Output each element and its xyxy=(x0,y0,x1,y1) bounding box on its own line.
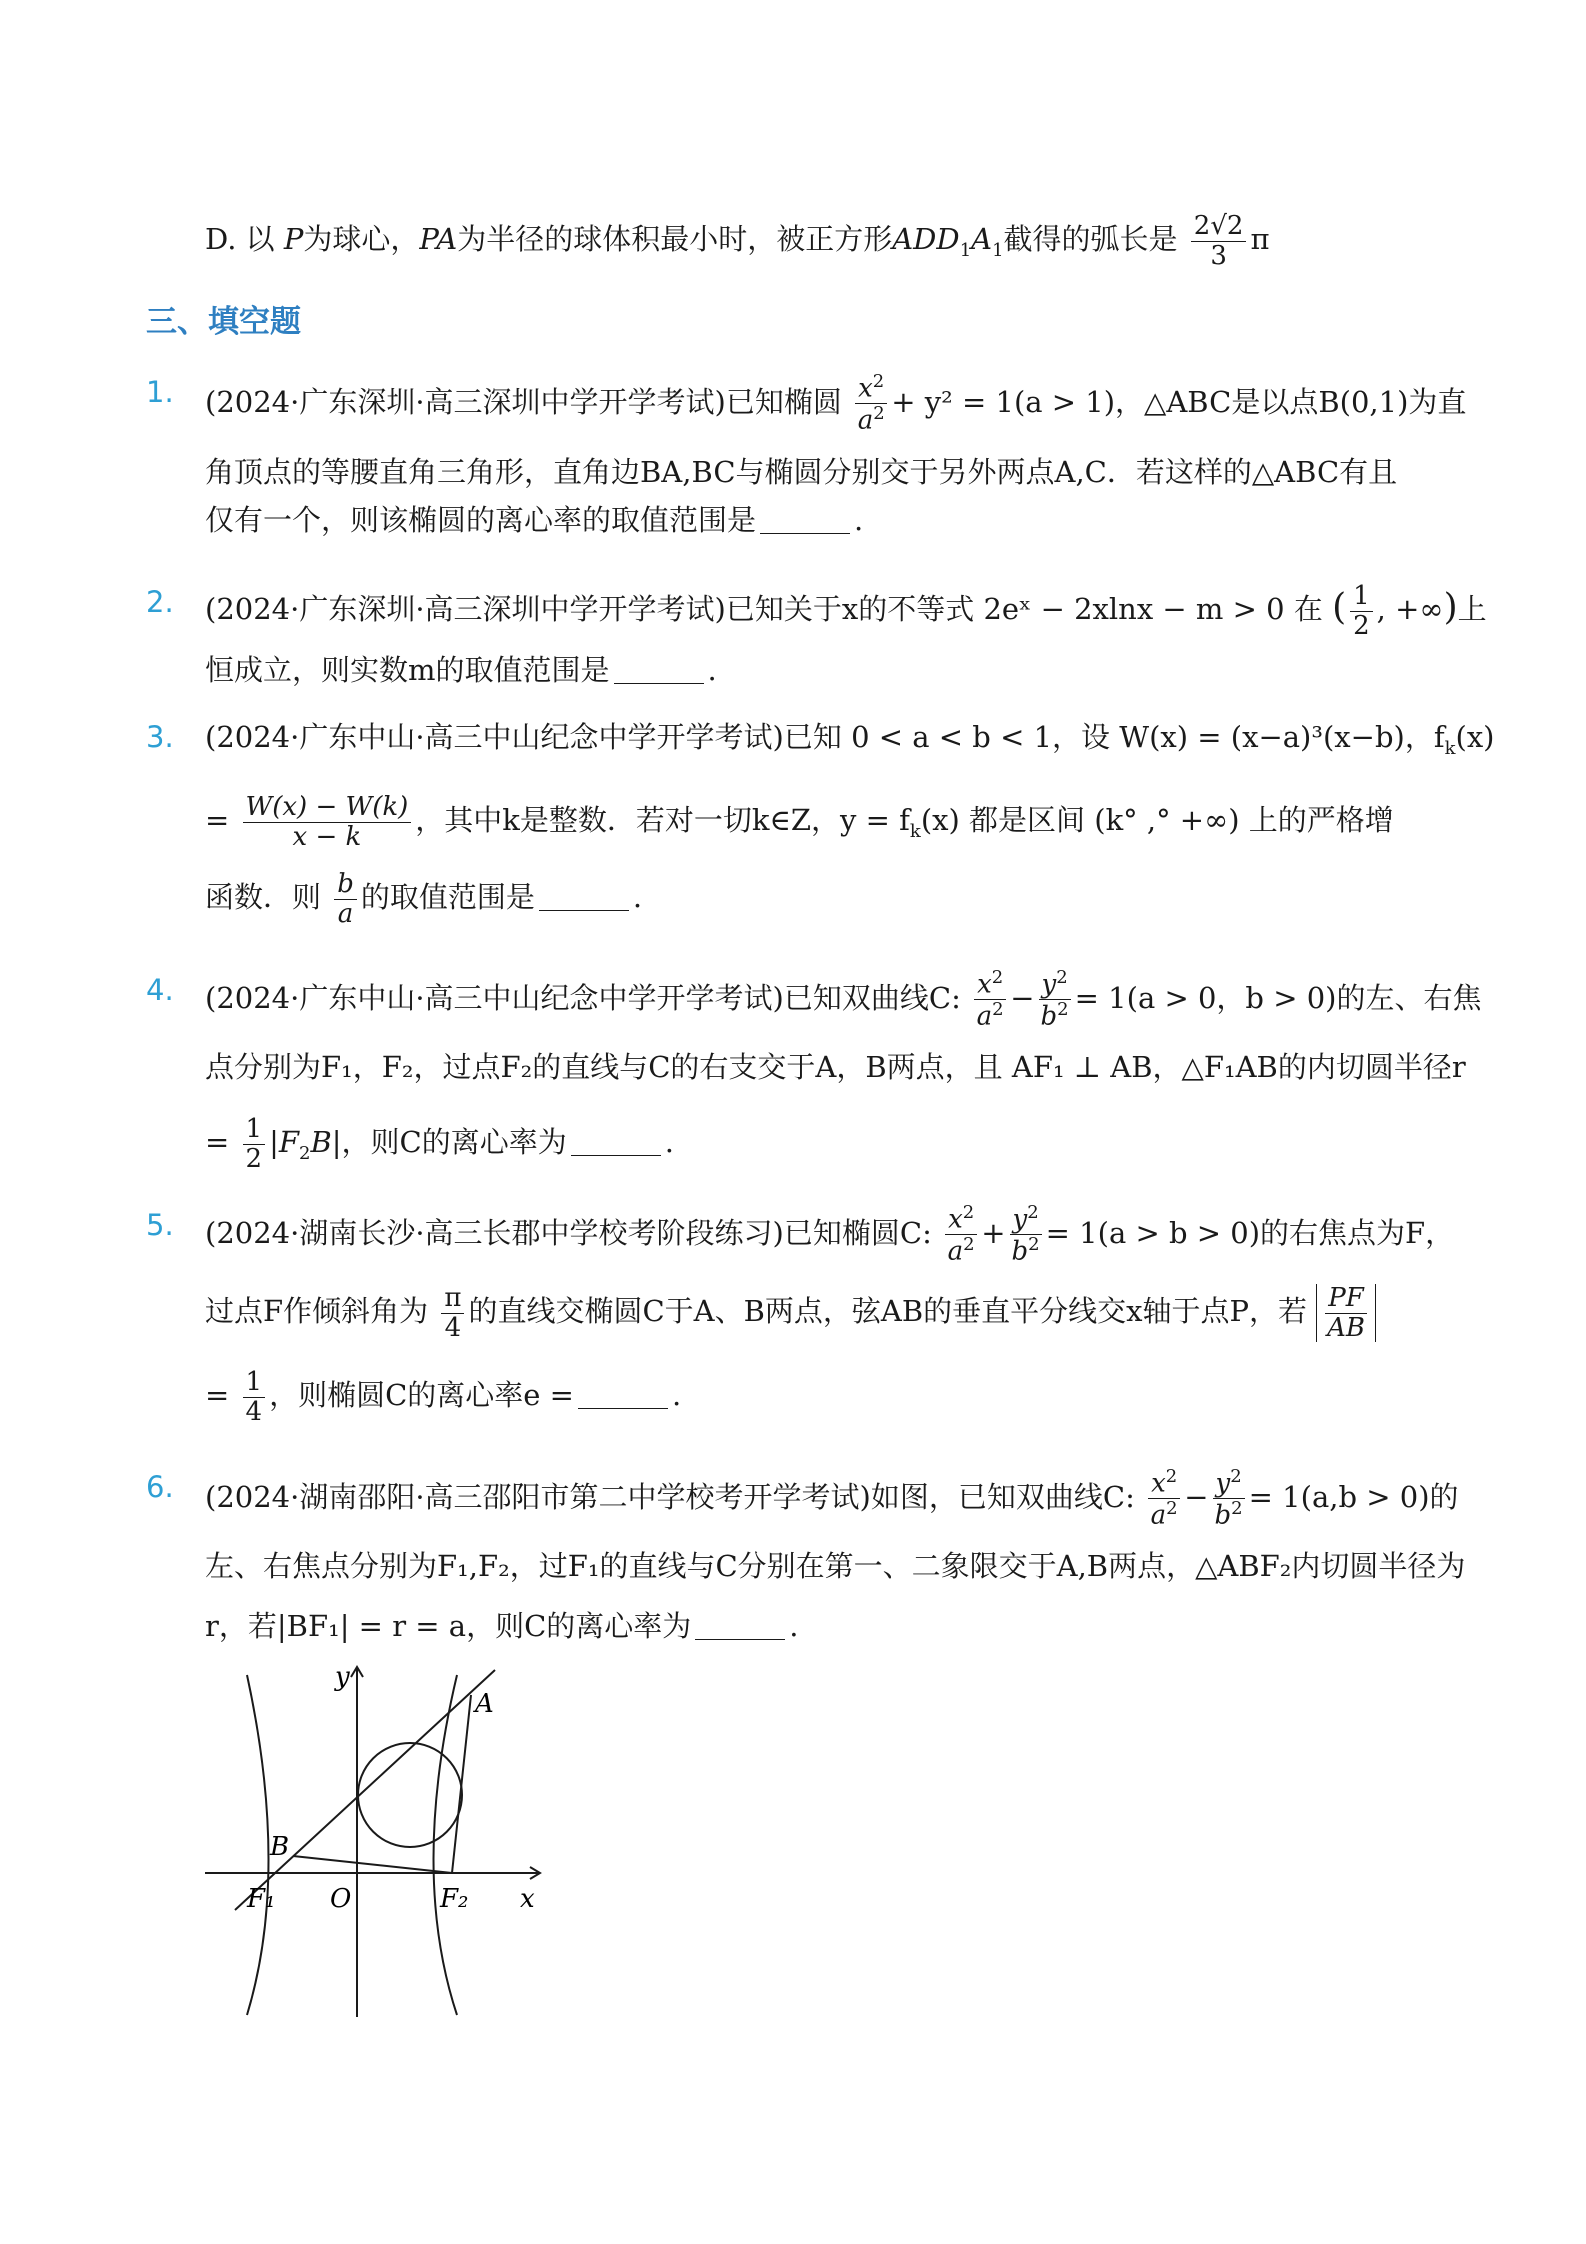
fraction: $\frac{1}{4}$ xyxy=(243,1368,266,1426)
fraction: $\frac{1}{2}$ xyxy=(1350,582,1373,640)
source: (2024·广东深圳·高三深圳中学开学考试) xyxy=(205,592,726,627)
text: 为半径的球体积最小时，被正方形 xyxy=(457,222,893,257)
text: = 1(a > 0，b > 0)的左、右焦 xyxy=(1074,980,1482,1015)
text: + y² = 1(a > 1)，△ABC是以点B(0,1)为直 xyxy=(891,384,1467,419)
y-label: y xyxy=(335,1662,350,1692)
answer-blank[interactable] xyxy=(539,910,629,911)
fraction: $\frac{x^2}{a^2}$ xyxy=(945,1203,977,1267)
q4-line3: = $\frac{1}{2}$ $|F_2B|$，则C的离心率为 . xyxy=(205,1114,674,1174)
x-label: x xyxy=(520,1884,535,1914)
q6-line1: (2024·湖南邵阳·高三邵阳市第二中学校考开学考试)如图，已知双曲线C: $\frac{x^2}{a^2}$ − $\frac{y^2}{b^2}$ = 1(a,b > 0)的 xyxy=(205,1466,1459,1531)
text: 截得的弧长是 xyxy=(1003,222,1178,257)
answer-blank[interactable] xyxy=(695,1639,785,1640)
answer-blank[interactable] xyxy=(760,533,850,534)
q5-line1: (2024·湖南长沙·高三长郡中学校考阶段练习)已知椭圆C: $\frac{x^2}{a^2}$ + $\frac{y^2}{b^2}$ = 1(a > b > 0)的右焦点为F， xyxy=(205,1202,1455,1267)
q5-line3: = $\frac{1}{4}$ ，则椭圆C的离心率e = . xyxy=(205,1367,682,1427)
q6-line2: 左、右焦点分别为F₁,F₂，过F₁的直线与C分别在第一、二象限交于A,B两点，△ABF₂内切圆半径为 xyxy=(205,1549,1466,1583)
q1-line3: 仅有一个，则该椭圆的离心率的取值范围是 . xyxy=(205,503,864,537)
denominator: 3 xyxy=(1210,240,1227,271)
q6-line3: r，若|BF₁| = r = a，则C的离心率为 . xyxy=(205,1609,799,1643)
text: = 1(a > b > 0)的右焦点为F， xyxy=(1045,1215,1455,1250)
fraction: $\frac{y^2}{b^2}$ xyxy=(1039,968,1071,1032)
f1-label: F₁ xyxy=(247,1884,276,1914)
answer-blank[interactable] xyxy=(571,1155,661,1156)
option-label: D. xyxy=(205,222,237,257)
q3-line1: (2024·广东中山·高三中山纪念中学开学考试)已知 0 < a < b < 1，设 W(x) = (x−a)³(x−b)，$f_k(x)$ xyxy=(205,720,1495,759)
q3-line2: = $\frac{W(x) - W(k)}{x - k}$ ，其中k是整数．若对一切k∈Z，$y = f_k(x)$ 都是区间 (k° ,° +∞) 上的严格增 xyxy=(205,792,1394,852)
segment-b-f2 xyxy=(293,1856,452,1873)
origin-label: O xyxy=(330,1884,352,1914)
text: 的取值范围是 xyxy=(360,880,535,915)
pi-symbol: π xyxy=(1250,222,1270,257)
source: (2024·广东中山·高三中山纪念中学开学考试) xyxy=(205,720,784,754)
text: 以 xyxy=(245,222,275,257)
source: (2024·湖南邵阳·高三邵阳市第二中学校考开学考试) xyxy=(205,1479,871,1514)
q2-line2: 恒成立，则实数m的取值范围是 . xyxy=(205,653,717,687)
point-a-label: A xyxy=(475,1689,494,1719)
hyperbola-figure xyxy=(195,1655,575,2025)
incircle xyxy=(358,1743,462,1847)
source: (2024·湖南长沙·高三长郡中学校考阶段练习) xyxy=(205,1215,784,1250)
text: = 1(a,b > 0)的 xyxy=(1248,1479,1459,1514)
fraction: $\frac{W(x) - W(k)}{x - k}$ xyxy=(243,793,412,851)
fraction: $\frac{PF}{AB}$ xyxy=(1327,1283,1365,1343)
fraction: $\frac{x^2}{a^2}$ xyxy=(1148,1467,1180,1531)
text: 上 xyxy=(1457,592,1487,627)
fraction: $\frac{1}{2}$ xyxy=(243,1115,266,1173)
point-b-label: B xyxy=(270,1832,290,1862)
question-number: 1. xyxy=(146,375,174,409)
absolute-value xyxy=(1316,1284,1376,1342)
question-number: 3. xyxy=(146,720,174,754)
text: 已知双曲线C: xyxy=(783,980,961,1015)
q4-line2: 点分别为F₁，F₂，过点F₂的直线与C的右支交于A，B两点，且 AF₁ ⊥ AB，△F₁AB的内切圆半径r xyxy=(205,1050,1466,1084)
text: 已知关于x的不等式 2eˣ − 2xlnx − m > 0 在 xyxy=(725,592,1323,627)
text: ，则C的离心率为 xyxy=(341,1125,567,1160)
numerator: 2√2 xyxy=(1191,212,1247,242)
text: r，若|BF₁| = r = a，则C的离心率为 xyxy=(205,1609,692,1643)
text: 为球心， xyxy=(303,222,420,257)
text: 已知椭圆C: xyxy=(783,1215,932,1250)
q5-line2 xyxy=(205,1284,1376,1342)
q2-line1: (2024·广东深圳·高三深圳中学开学考试)已知关于x的不等式 2eˣ − 2xlnx − m > 0 在 ( $\frac{1}{2}$ , +∞)上 xyxy=(205,581,1487,641)
source: (2024·广东中山·高三中山纪念中学开学考试) xyxy=(205,980,784,1015)
fraction: $\frac{y^2}{b^2}$ xyxy=(1213,1467,1245,1531)
text: 都是区间 (k° ,° +∞) 上的严格增 xyxy=(969,803,1394,838)
answer-blank[interactable] xyxy=(578,1408,668,1409)
f2-label: F₂ xyxy=(440,1884,469,1914)
question-number: 6. xyxy=(146,1470,174,1504)
fraction: $\frac{x^2}{a^2}$ xyxy=(855,372,887,436)
q1-line2: 角顶点的等腰直角三角形，直角边BA,BC与椭圆分别交于另外两点A,C．若这样的△ABC有且 xyxy=(205,455,1398,489)
text: 已知椭圆 xyxy=(725,384,842,419)
fraction: $\frac{y^2}{b^2}$ xyxy=(1010,1203,1042,1267)
right-branch xyxy=(434,1675,458,2015)
q3-line3: 函数．则 $\frac{b}{a}$ 的取值范围是 . xyxy=(205,869,643,929)
text: 如图，已知双曲线C: xyxy=(870,1479,1135,1514)
q4-line1: (2024·广东中山·高三中山纪念中学开学考试)已知双曲线C: $\frac{x^2}{a^2}$ − $\frac{y^2}{b^2}$ = 1(a > 0，b > 0)的左、右焦 xyxy=(205,967,1482,1032)
text: 恒成立，则实数m的取值范围是 xyxy=(205,653,610,687)
fraction xyxy=(1191,212,1247,270)
q1-line1 xyxy=(205,372,1466,436)
text: 仅有一个，则该椭圆的离心率的取值范围是 xyxy=(205,503,757,537)
fraction: $\frac{x^2}{a^2}$ xyxy=(974,968,1006,1032)
text: 已知 0 < a < b < 1，设 W(x) = (x−a)³(x−b)，f xyxy=(783,720,1445,754)
text: 的直线交椭圆C于A、B两点，弦AB的垂直平分线交x轴于点P，若 xyxy=(468,1294,1308,1329)
left-branch xyxy=(247,1675,269,2015)
text: ，其中k是整数．若对一切k∈Z，y = f xyxy=(415,803,910,838)
option-d: D. 以 P为球心，PA为半径的球体积最小时，被正方形$ADD_1A_1$截得的弧长是 $\frac{2√2}{3}$ π xyxy=(205,211,1270,271)
question-number: 2. xyxy=(146,585,174,619)
question-number: 4. xyxy=(146,973,174,1007)
text: ，则椭圆C的离心率e = xyxy=(269,1378,574,1413)
text: 过点F作倾斜角为 xyxy=(205,1294,429,1329)
source: (2024·广东深圳·高三深圳中学开学考试) xyxy=(205,384,726,419)
text: 函数．则 xyxy=(205,880,322,915)
question-number: 5. xyxy=(146,1208,174,1242)
fraction: $\frac{b}{a}$ xyxy=(334,870,357,928)
section-title: 三、填空题 xyxy=(146,304,301,340)
answer-blank[interactable] xyxy=(614,683,704,684)
fraction: $\frac{\pi}{4}$ xyxy=(441,1284,464,1342)
